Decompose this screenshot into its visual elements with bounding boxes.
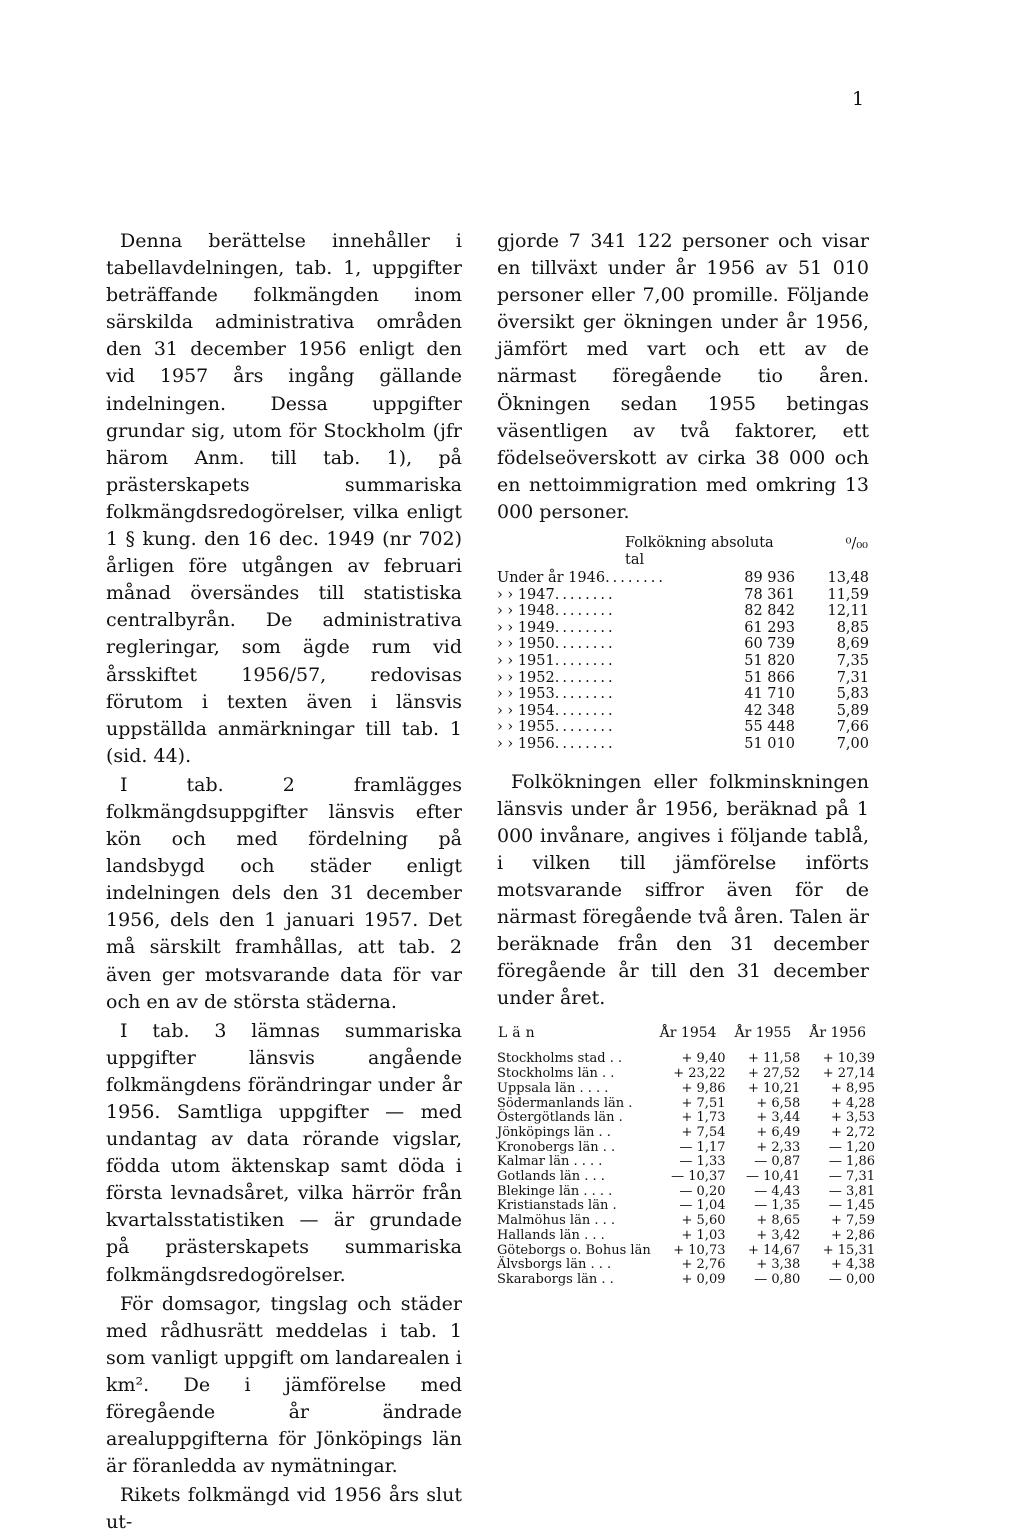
county-name: Uppsala län . . . .	[497, 1080, 609, 1096]
county-name: Malmöhus län . . .	[497, 1213, 615, 1229]
value-1954: + 9,40	[681, 1051, 726, 1067]
value-1954: + 1,03	[681, 1227, 726, 1243]
permille-value: 12,11	[827, 603, 869, 620]
county-name: Östergötlands län .	[497, 1110, 623, 1126]
value-1955: + 11,58	[748, 1051, 801, 1067]
paragraph-tab3: I tab. 3 lämnas summariska uppgifter länsvis angående folkmängdens förändringar under år 1956. Samtliga uppgifter — med undantag av data rörande vigslar, födda utom äktenskap samt döda i första levnadsåret, vilka härrör från kvartalsstatistiken — är grundade på prästerskapets summariska folkmängdsredogörelser.	[106, 1019, 462, 1286]
table-row	[497, 1214, 875, 1229]
value-1955: — 4,43	[754, 1183, 801, 1199]
value-1955: — 0,80	[754, 1271, 801, 1287]
table-row	[497, 1141, 875, 1156]
value-1955: + 3,44	[756, 1110, 801, 1126]
value-1955: + 6,58	[756, 1095, 801, 1111]
value-1954: + 23,22	[673, 1066, 726, 1082]
table-row	[497, 1097, 875, 1112]
permille-value: 7,35	[836, 653, 869, 669]
value-1956: — 7,31	[828, 1169, 875, 1185]
row-label: › › 1947	[497, 586, 555, 603]
growth-table	[497, 534, 869, 753]
table-row	[497, 570, 869, 587]
permille-value: 5,89	[836, 702, 869, 719]
value-1954: + 1,73	[681, 1110, 726, 1126]
county-table	[497, 1024, 875, 1287]
paragraph-county-intro: Folkökningen eller folkminskningen länsvis under år 1956, beräknad på 1 000 invånare, angives i följande tablå, i vilken till jämförelse införts motsvarande siffror även för de närmast föregående två åren. Talen är beräknade från den 31 december föregående år till den 31 december under året.	[497, 770, 869, 1010]
table-row	[497, 1067, 875, 1082]
paragraph-domsagor: För domsagor, tingslag och städer med rådhusrätt meddelas i tab. 1 som vanligt uppgift om landarealen i km². De i jämförelse med föregående år ändrade arealuppgifterna för Jönköpings län är föranledda av nymätningar.	[106, 1292, 462, 1478]
paragraph-population-total: gjorde 7 341 122 personer och visar en tillväxt under år 1956 av 51 010 personer eller 7,00 promille. Följande översikt ger ökningen under år 1956, jämfört med vart och ett av de närmast föregående tio åren. Ökningen sedan 1955 betingas väsentligen av två faktorer, ett födelseöverskott av cirka 38 000 och en nettoimmigration med omkring 13 000 personer.	[497, 230, 869, 523]
table-row	[497, 620, 869, 637]
table-row	[497, 1185, 875, 1200]
leader-dots: ........	[554, 603, 616, 620]
value-1956: + 7,59	[831, 1213, 875, 1229]
leader-dots: ........	[554, 702, 616, 719]
value-1954: — 1,33	[679, 1154, 726, 1170]
leader-dots: ........	[554, 586, 616, 603]
absolute-value: 61 293	[744, 619, 795, 636]
value-1954: + 9,86	[681, 1080, 726, 1096]
table-row	[497, 1111, 875, 1126]
value-1956: + 3,53	[831, 1110, 875, 1126]
county-name: Göteborgs o. Bohus län	[497, 1242, 651, 1258]
left-column	[106, 228, 462, 1537]
value-1955: + 27,52	[748, 1066, 801, 1082]
leader-dots: ........	[554, 636, 616, 653]
value-1956: + 4,28	[831, 1095, 875, 1111]
row-label: Under år 1946	[497, 570, 606, 587]
leader-dots: ........	[605, 570, 666, 587]
absolute-value: 42 348	[744, 702, 795, 719]
row-label: › › 1948	[497, 603, 555, 620]
value-1954: + 2,76	[681, 1257, 726, 1273]
county-name: Blekinge län . . . .	[497, 1183, 613, 1199]
county-header-lan: Län	[498, 1025, 540, 1042]
value-1956: + 15,31	[822, 1242, 875, 1258]
county-header-1955: År 1955	[734, 1025, 792, 1042]
value-1955: + 3,42	[756, 1227, 801, 1243]
county-name: Kronobergs län . .	[497, 1139, 616, 1155]
row-label: › › 1952	[497, 669, 555, 686]
table-row	[497, 719, 869, 736]
county-table-body	[497, 1052, 875, 1287]
county-name: Hallands län . . .	[497, 1227, 605, 1243]
table-row	[497, 653, 869, 670]
leader-dots: ........	[554, 619, 616, 636]
value-1954: + 7,54	[681, 1124, 726, 1140]
absolute-value: 41 710	[744, 686, 795, 703]
row-label: › › 1956	[497, 735, 555, 752]
table-row	[497, 1258, 875, 1273]
value-1956: + 4,38	[831, 1257, 875, 1273]
county-name: Kristianstads län .	[497, 1198, 617, 1214]
value-1954: — 0,20	[679, 1183, 726, 1199]
value-1956: — 1,45	[828, 1198, 875, 1214]
table-row	[497, 736, 869, 753]
value-1955: + 2,33	[756, 1139, 801, 1155]
leader-dots: ........	[554, 719, 616, 736]
value-1955: + 10,21	[748, 1080, 801, 1096]
county-name: Gotlands län . . .	[497, 1169, 605, 1185]
table-row	[497, 1052, 875, 1067]
county-name: Stockholms stad . .	[497, 1051, 623, 1067]
absolute-value: 55 448	[744, 719, 795, 736]
table-row	[497, 703, 869, 720]
value-1954: — 10,37	[671, 1169, 726, 1185]
table-row	[497, 1199, 875, 1214]
value-1955: — 1,35	[754, 1198, 801, 1214]
value-1954: — 1,04	[679, 1198, 726, 1214]
permille-value: 8,85	[836, 619, 869, 636]
value-1956: — 1,86	[828, 1154, 875, 1170]
row-label: › › 1953	[497, 686, 555, 703]
value-1954: + 0,09	[681, 1271, 726, 1287]
table-row	[497, 1126, 875, 1141]
leader-dots: ........	[554, 669, 616, 686]
table-row	[497, 670, 869, 687]
permille-value: 7,66	[836, 719, 869, 736]
value-1955: + 6,49	[756, 1124, 801, 1140]
absolute-value: 60 739	[744, 636, 795, 653]
absolute-value: 51 820	[744, 653, 795, 669]
value-1955: + 8,65	[756, 1213, 801, 1229]
permille-value: 7,31	[836, 669, 869, 686]
permille-value: 13,48	[827, 570, 869, 587]
county-name: Älvsborgs län . . .	[497, 1257, 612, 1273]
permille-value: 11,59	[827, 586, 869, 603]
table-row	[497, 636, 869, 653]
value-1956: + 27,14	[822, 1066, 875, 1082]
paragraph-tab2: I tab. 2 framlägges folkmängdsuppgifter länsvis efter kön och med fördelning på landsbygd och städer enligt indelningen dels den 31 december 1956, dels den 1 januari 1957. Det må särskilt framhållas, att tab. 2 även ger motsvarande data för var och en av de största städerna.	[106, 773, 462, 1013]
row-label: › › 1955	[497, 719, 555, 736]
table-row	[497, 686, 869, 703]
table-row	[497, 1170, 875, 1185]
leader-dots: ........	[554, 653, 616, 669]
table-row	[497, 1155, 875, 1170]
county-name: Stockholms län . .	[497, 1066, 615, 1082]
growth-header-permille: ⁰/₀₀	[845, 536, 868, 553]
value-1954: + 7,51	[681, 1095, 726, 1111]
value-1955: — 0,87	[754, 1154, 801, 1170]
county-header-1956: År 1956	[809, 1025, 867, 1042]
row-label: › › 1949	[497, 619, 555, 636]
county-name: Jönköpings län . .	[497, 1124, 611, 1140]
absolute-value: 51 866	[744, 669, 795, 686]
leader-dots: ........	[554, 735, 616, 752]
table-row	[497, 603, 869, 620]
leader-dots: ........	[554, 686, 616, 703]
table-row	[497, 1082, 875, 1097]
value-1954: + 10,73	[673, 1242, 726, 1258]
value-1955: + 3,38	[756, 1257, 801, 1273]
county-name: Södermanlands län .	[497, 1095, 633, 1111]
value-1956: — 1,20	[828, 1139, 875, 1155]
absolute-value: 89 936	[744, 570, 795, 587]
value-1956: — 3,81	[828, 1183, 875, 1199]
value-1956: + 10,39	[822, 1051, 875, 1067]
value-1954: + 5,60	[681, 1213, 726, 1229]
county-name: Skaraborgs län . .	[497, 1271, 614, 1287]
growth-table-body	[497, 570, 869, 753]
table-row	[497, 587, 869, 604]
page-number: 1	[852, 88, 865, 110]
absolute-value: 51 010	[744, 735, 795, 752]
table-row	[497, 1273, 875, 1288]
value-1954: — 1,17	[679, 1139, 726, 1155]
row-label: › › 1954	[497, 702, 555, 719]
value-1956: + 2,86	[831, 1227, 875, 1243]
value-1955: — 10,41	[745, 1169, 801, 1185]
value-1956: + 8,95	[831, 1080, 875, 1096]
permille-value: 5,83	[836, 686, 869, 703]
table-row	[497, 1229, 875, 1244]
paragraph-intro: Denna berättelse innehåller i tabellavdelningen, tab. 1, uppgifter beträffande folkmängden inom särskilda administrativa områden den 31 december 1956 enligt den vid 1957 års ingång gällande indelningen. Dessa uppgifter grundar sig, utom för Stockholm (jfr härom Anm. till tab. 1), på prästerskapets summariska folkmängdsredogörelser, vilka enligt 1 § kung. den 16 dec. 1949 (nr 702) årligen före utgången av februari månad översändes till statistiska centralbyrån. De administrativa regleringar, som ägde rum vid årsskiftet 1956/57, redovisas förutom i texten även i länsvis uppställda anmärkningar till tab. 1 (sid. 44).	[106, 230, 462, 767]
row-label: › › 1951	[497, 653, 555, 669]
value-1955: + 14,67	[748, 1242, 801, 1258]
right-column	[497, 228, 875, 1288]
county-header-1954: År 1954	[659, 1025, 717, 1042]
value-1956: + 2,72	[831, 1124, 875, 1140]
permille-value: 7,00	[836, 735, 869, 752]
paragraph-rikets: Rikets folkmängd vid 1956 års slut ut-	[106, 1484, 462, 1534]
county-name: Kalmar län . . . .	[497, 1154, 603, 1170]
value-1956: — 0,00	[828, 1271, 875, 1287]
absolute-value: 78 361	[744, 586, 795, 603]
permille-value: 8,69	[836, 636, 869, 653]
growth-header-absolute: Folkökning absoluta tal	[625, 535, 774, 569]
absolute-value: 82 842	[744, 603, 795, 620]
row-label: › › 1950	[497, 636, 555, 653]
